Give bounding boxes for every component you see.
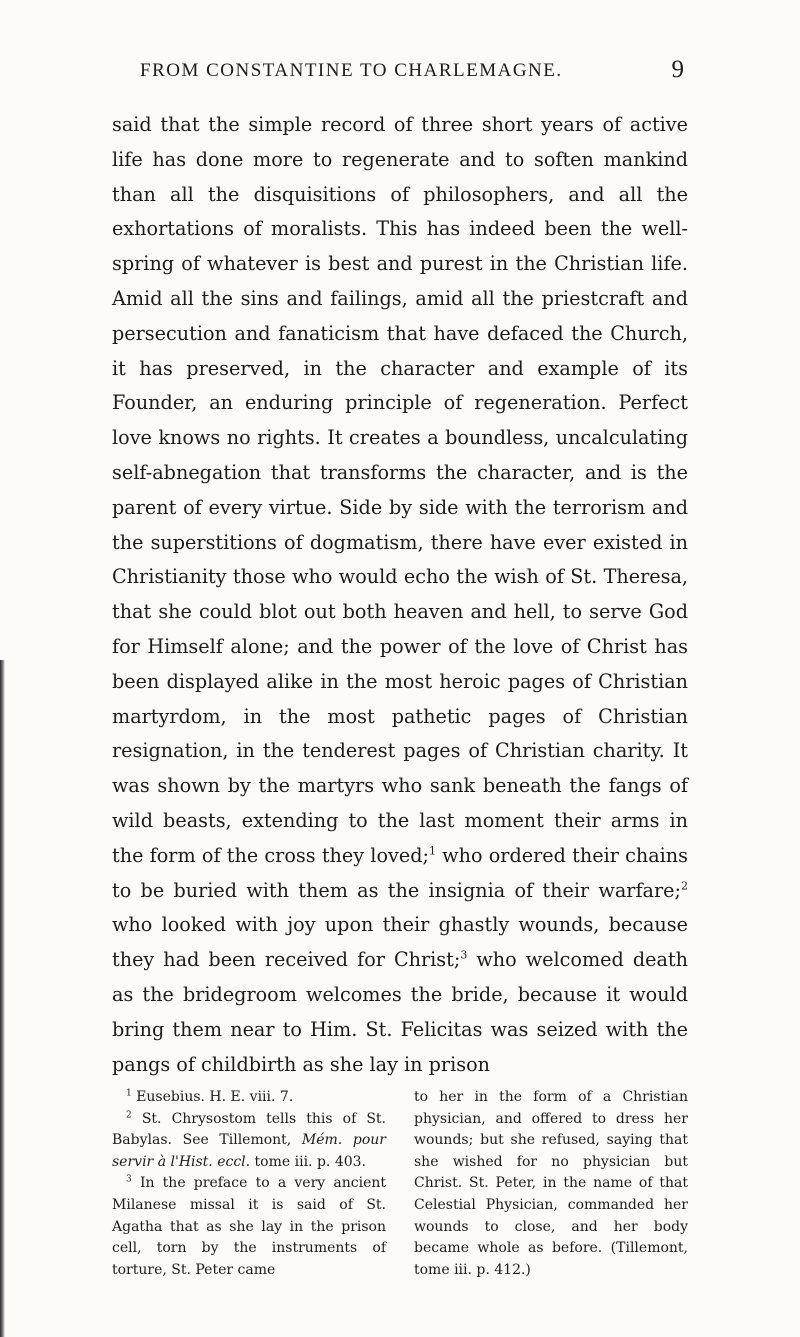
body-text-segment-1: said that the simple record of three short years of active life has done more to regenerate and to soften mankind than all the disquisitions of philosophers, and all the exhortations of moralists. This has indeed been the well-spring of whatever is best and purest in the Christian life. Amid all the sins and failings, amid all the priestcraft and persecution and fanaticism that have defaced the Church, it has preserved, in the character and example of its Founder, an enduring principle of regeneration. Perfect love knows no rights. It creates a boundless, uncalculating self-abnegation that transforms the character, and is the parent of every virtue. Side by side with the terrorism and the superstitions of dogmatism, there have ever existed in Christianity those who would echo the wish of St. Theresa, that she could blot out both heaven and hell, to serve God for Himself alone; and the power of the love of Christ has been displayed alike in the most heroic pages of Christian martyrdom, in the most pathetic pages of Christian resignation, in the tenderest pages of Christian charity. It was shown by the martyrs who sank beneath the fangs of wild beasts, extending to the last moment their arms in the form of the cross they loved; <box>112 113 688 867</box>
footnote-2-italic: Mém. pour servir à l'Hist. eccl. <box>112 1132 386 1170</box>
footnote-ref-2: 2 <box>681 879 688 893</box>
footnote-ref-1: 1 <box>428 844 436 858</box>
footnote-1-text: Eusebius. H. E. viii. 7. <box>136 1089 294 1105</box>
body-paragraph <box>112 108 688 1082</box>
footnote-ref-3: 3 <box>460 948 468 962</box>
footnote-2-number: 2 <box>126 1109 132 1120</box>
footnote-2-text-a: St. Chrysostom tells this of St. Babylas. See Tillemont, <box>112 1110 387 1149</box>
running-head: FROM CONSTANTINE TO CHARLEMAGNE. <box>140 60 563 81</box>
page-header <box>140 56 684 90</box>
footnotes-left-column <box>112 1087 386 1281</box>
body-text-segment-4: who welcomed death as the bridegroom welcomes the bride, because it would bring them near to Him. St. Felicitas was seized with the pangs of childbirth as she lay in prison <box>112 948 688 1076</box>
page-edge-shadow <box>0 660 5 1337</box>
page-number: 9 <box>671 56 684 83</box>
footnote-3-number: 3 <box>126 1174 132 1185</box>
footnote-3 <box>112 1173 386 1281</box>
footnote-2 <box>112 1109 386 1174</box>
footnote-1-number: 1 <box>126 1088 132 1099</box>
footnotes-right-column <box>414 1087 688 1281</box>
footnote-1 <box>112 1087 386 1109</box>
body-text-segment-2: who ordered their chains to be buried with them as the insignia of their warfare; <box>112 843 688 902</box>
body-text <box>112 108 688 1082</box>
footnote-2-text-b: tome iii. p. 403. <box>250 1153 366 1170</box>
body-text-segment-3: who looked with joy upon their ghastly wounds, because they had been received for Christ; <box>112 913 688 972</box>
footnotes <box>112 1087 688 1281</box>
footnote-3-continued: to her in the form of a Christian physician, and offered to dress her wounds; but she refused, saying that she wished for no physician but Christ. St. Peter, in the name of that Celestial Physician, commanded her wounds to close, and her body became whole as before. (Tillemont, tome iii. p. 412.) <box>414 1089 688 1278</box>
footnote-3-text: In the preface to a very ancient Milanese missal it is said of St. Agatha that as she lay in the prison cell, torn by the instruments of torture, St. Peter came <box>112 1175 387 1278</box>
